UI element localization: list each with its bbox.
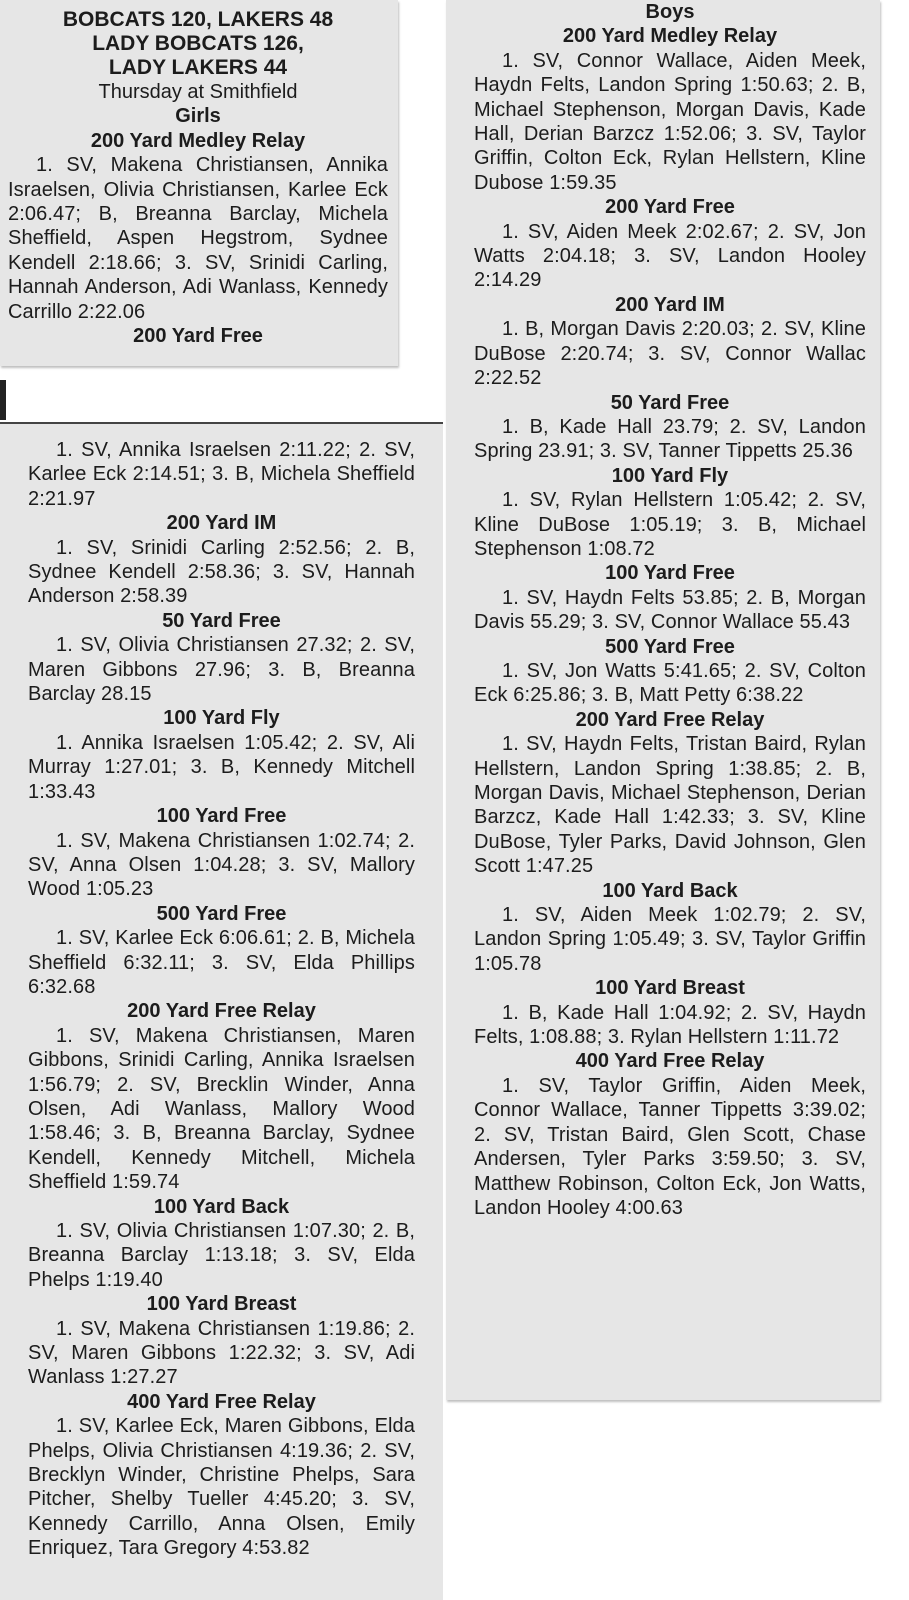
event-title: 400 Yard Free Relay [127, 1390, 316, 1413]
event-results: 1. SV, Makena Christiansen, Annika Israelsen, Olivia Christiansen, Karlee Eck 2:06.47; B, Breanna Barclay, Michela Sheffield, Aspen Hegstrom, Sydnee Kendell 2:18.66; 3. SV, Srinidi Carling, Hannah Anderson, Adi Wanlass, Kennedy Carrillo 2:22.06 [8, 154, 388, 323]
event-title: 100 Yard Free [605, 562, 735, 585]
event-title: 200 Yard IM [615, 293, 725, 316]
event-title: 100 Yard Free [156, 805, 287, 828]
headline-score-men: BOBCATS 120, LAKERS 48 [62, 8, 334, 31]
event-title: 200 Yard IM [166, 512, 277, 535]
event-results: 1. SV, Karlee Eck, Maren Gibbons, Elda Phelps, Olivia Christiansen 4:19.36; 2. SV, Brecklyn Winder, Christine Phelps, Sara Pitcher, Shelby Tueller 4:45.20; 3. SV, Kennedy Carrillo, Anna Olsen, Emily Enriquez, Tara Gregory 4:53.82 [28, 1415, 415, 1560]
headline-score-women-1: LADY BOBCATS 126, [92, 32, 304, 55]
event-title: 200 Yard Free [605, 196, 735, 219]
event-title: 400 Yard Free Relay [575, 1050, 765, 1073]
event-title: 100 Yard Breast [595, 977, 745, 1000]
event-results-continued: 1. SV, Annika Israelsen 2:11.22; 2. SV, Karlee Eck 2:14.51; 3. B, Michela Sheffield 2:21.97 [28, 439, 415, 510]
event-results: 1. SV, Makena Christiansen 1:02.74; 2. SV, Anna Olsen 1:04.28; 3. SV, Mallory Wood 1:05.23 [28, 829, 415, 901]
event-title: 100 Yard Breast [146, 1293, 297, 1316]
event-results: 1. Annika Israelsen 1:05.42; 2. SV, Ali Murray 1:27.01; 3. B, Kennedy Mitchell 1:33.43 [28, 731, 415, 803]
event-title: 200 Yard Free Relay [127, 1000, 316, 1023]
event-results: 1. SV, Connor Wallace, Aiden Meek, Haydn Felts, Landon Spring 1:50.63; 2. B, Michael Stephenson, Morgan Davis, Kade Hall, Derian Barzcz 1:52.06; 3. SV, Taylor Griffin, Colton Eck, Rylan Hellstern, Kline Dubose 1:59.35 [474, 49, 866, 194]
event-title: 200 Yard Medley Relay [562, 25, 778, 48]
event-title: 200 Yard Free Relay [575, 708, 765, 731]
clipping-girls-results [0, 422, 443, 1600]
event-results: 1. B, Kade Hall 1:04.92; 2. SV, Haydn Felts, 1:08.88; 3. Rylan Hellstern 1:11.72 [474, 1001, 866, 1049]
event-results: 1. B, Morgan Davis 2:20.03; 2. SV, Kline DuBose 2:20.74; 3. SV, Connor Wallac 2:22.52 [474, 318, 866, 390]
scan-edge-mark [0, 380, 6, 420]
headline-score-women-2: LADY LAKERS 44 [108, 56, 288, 79]
dateline: Thursday at Smithfield [98, 81, 298, 103]
event-title-continued: 200 Yard Free [133, 325, 263, 348]
event-results: 1. SV, Srinidi Carling 2:52.56; 2. B, Sydnee Kendell 2:58.36; 3. SV, Hannah Anderson 2:58.39 [28, 536, 415, 608]
event-title: 100 Yard Fly [163, 707, 280, 730]
event-results: 1. SV, Karlee Eck 6:06.61; 2. B, Michela Sheffield 6:32.11; 3. SV, Elda Phillips 6:32.68 [28, 927, 415, 998]
clipping-girls-header [0, 0, 398, 366]
section-girls: Girls [175, 105, 221, 128]
clipping-boys-results [446, 0, 880, 1400]
event-title: 50 Yard Free [162, 609, 281, 632]
event-results: 1. SV, Aiden Meek 1:02.79; 2. SV, Landon Spring 1:05.49; 3. SV, Taylor Griffin 1:05.78 [474, 904, 866, 975]
event-results: 1. SV, Olivia Christiansen 1:07.30; 2. B, Breanna Barclay 1:13.18; 3. SV, Elda Phelps 1:19.40 [28, 1220, 415, 1291]
event-title: 200 Yard Medley Relay [90, 129, 306, 152]
event-results: 1. SV, Haydn Felts, Tristan Baird, Rylan Hellstern, Landon Spring 1:38.85; 2. B, Morgan Davis, Michael Stephenson, Derian Barzcz, Kade Hall 1:42.33; 3. SV, Kline DuBose, Tyler Parks, David Johnson, Glen Scott 1:47.25 [474, 733, 866, 878]
section-boys: Boys [645, 1, 695, 23]
event-title: 100 Yard Back [602, 879, 738, 902]
event-results: 1. SV, Taylor Griffin, Aiden Meek, Connor Wallace, Tanner Tippetts 3:39.02; 2. SV, Tristan Baird, Glen Scott, Chase Andersen, Tyler Parks 3:59.50; 3. SV, Matthew Robinson, Colton Eck, Jon Watts, Landon Hooley 4:00.63 [474, 1074, 866, 1219]
event-results: 1. SV, Makena Christiansen 1:19.86; 2. SV, Maren Gibbons 1:22.32; 3. SV, Adi Wanlass 1:27.27 [28, 1317, 415, 1389]
event-title: 500 Yard Free [156, 902, 287, 925]
event-title: 500 Yard Free [605, 635, 735, 658]
event-results: 1. SV, Makena Christiansen, Maren Gibbons, Srinidi Carling, Annika Israelsen 1:56.79; 2. SV, Brecklin Winder, Anna Olsen, Adi Wanlass, Mallory Wood 1:58.46; 3. B, Breanna Barclay, Sydnee Kendell, Kennedy Mitchell, Michela Sheffield 1:59.74 [28, 1024, 415, 1194]
event-results: 1. SV, Jon Watts 5:41.65; 2. SV, Colton Eck 6:25.86; 3. B, Matt Petty 6:38.22 [474, 659, 866, 707]
event-results: 1. B, Kade Hall 23.79; 2. SV, Landon Spring 23.91; 3. SV, Tanner Tippetts 25.36 [474, 415, 866, 463]
event-results: 1. SV, Aiden Meek 2:02.67; 2. SV, Jon Watts 2:04.18; 3. SV, Landon Hooley 2:14.29 [474, 220, 866, 292]
event-title: 100 Yard Fly [611, 464, 729, 487]
event-results: 1. SV, Olivia Christiansen 27.32; 2. SV, Maren Gibbons 27.96; 3. B, Breanna Barclay 28.15 [28, 634, 415, 706]
event-results: 1. SV, Rylan Hellstern 1:05.42; 2. SV, Kline DuBose 1:05.19; 3. B, Michael Stephenson 1:08.72 [474, 489, 866, 560]
event-title: 100 Yard Back [153, 1195, 290, 1218]
event-title: 50 Yard Free [610, 391, 730, 414]
event-results: 1. SV, Haydn Felts 53.85; 2. B, Morgan Davis 55.29; 3. SV, Connor Wallace 55.43 [474, 586, 866, 634]
